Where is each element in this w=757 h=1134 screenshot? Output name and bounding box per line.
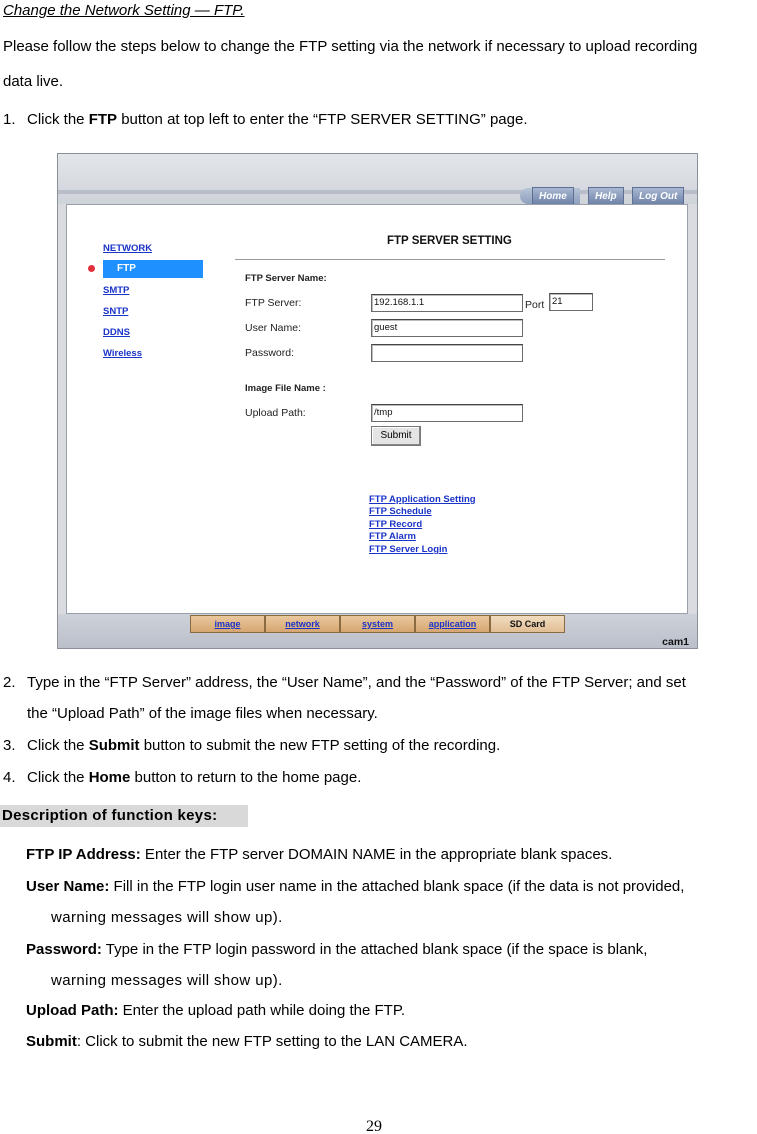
desc-password-cont: warning messages will show up). [51, 972, 283, 989]
section-heading: Change the Network Setting — FTP. [3, 2, 245, 19]
step-4: 4. Click the Home button to return to the home page. [3, 769, 362, 786]
label-upload-path: Upload Path: [245, 407, 306, 419]
step-2: 2. Type in the “FTP Server” address, the “User Name”, and the “Password” of the FTP Server; and set [3, 674, 686, 691]
nav-wireless[interactable]: Wireless [103, 348, 142, 359]
ftp-server-input[interactable]: 192.168.1.1 [371, 294, 523, 312]
section-server-name: FTP Server Name: [245, 273, 327, 284]
link-ftp-record[interactable]: FTP Record [369, 519, 423, 530]
desc-user-name-cont: warning messages will show up). [51, 909, 283, 926]
intro-line-2: data live. [3, 73, 64, 90]
nav-sntp[interactable]: SNTP [103, 306, 129, 317]
label-password: Password: [245, 347, 295, 359]
page-number: 29 [366, 1118, 382, 1134]
label-user-name: User Name: [245, 322, 302, 334]
tab-network[interactable]: network [265, 615, 340, 633]
link-ftp-schedule[interactable]: FTP Schedule [369, 506, 432, 517]
nav-smtp[interactable]: SMTP [103, 285, 130, 296]
step-2-cont: the “Upload Path” of the image files when necessary. [27, 705, 378, 722]
desc-ftp-ip: FTP IP Address: Enter the FTP server DOMAIN NAME in the appropriate blank spaces. [26, 846, 613, 863]
panel-title: FTP SERVER SETTING [387, 235, 512, 247]
tab-application[interactable]: application [415, 615, 490, 633]
tab-sd-card[interactable]: SD Card [490, 615, 565, 633]
step-3: 3. Click the Submit button to submit the new FTP setting of the recording. [3, 737, 501, 754]
description-title: Description of function keys: [0, 805, 248, 827]
tab-system[interactable]: system [340, 615, 415, 633]
camera-label: cam1 [662, 636, 689, 648]
top-bar [58, 154, 698, 204]
link-ftp-server-login[interactable]: FTP Server Login [369, 544, 448, 555]
desc-user-name: User Name: Fill in the FTP login user name in the attached blank space (if the data is not provided, [26, 878, 685, 895]
nav-ftp[interactable]: FTP [103, 260, 203, 278]
desc-upload-path: Upload Path: Enter the upload path while doing the FTP. [26, 1002, 406, 1019]
settings-panel [66, 204, 688, 614]
link-ftp-application-setting[interactable]: FTP Application Setting [369, 494, 476, 505]
section-image-file: Image File Name : [245, 383, 326, 394]
title-divider [235, 259, 665, 260]
home-button[interactable]: Home [532, 187, 574, 205]
link-ftp-alarm[interactable]: FTP Alarm [369, 531, 416, 542]
port-input[interactable]: 21 [549, 293, 593, 311]
submit-button[interactable]: Submit [371, 426, 421, 446]
label-port: Port [525, 299, 545, 311]
logout-button[interactable]: Log Out [632, 187, 684, 205]
desc-submit: Submit: Click to submit the new FTP setting to the LAN CAMERA. [26, 1033, 468, 1050]
desc-password: Password: Type in the FTP login password in the attached blank space (if the space is blank, [26, 941, 648, 958]
tab-image[interactable]: image [190, 615, 265, 633]
help-button[interactable]: Help [588, 187, 624, 205]
nav-network[interactable]: NETWORK [103, 243, 153, 254]
nav-ddns[interactable]: DDNS [103, 327, 130, 338]
bottom-bar [58, 614, 698, 649]
intro-line-1: Please follow the steps below to change the FTP setting via the network if necessary to upload recording [3, 38, 698, 55]
password-input[interactable] [371, 344, 523, 362]
user-name-input[interactable]: guest [371, 319, 523, 337]
step-1: 1. Click the FTP button at top left to enter the “FTP SERVER SETTING” page. [3, 111, 528, 128]
active-bullet-icon [88, 265, 95, 272]
ftp-settings-screenshot [57, 153, 698, 649]
label-ftp-server: FTP Server: [245, 297, 302, 309]
upload-path-input[interactable]: /tmp [371, 404, 523, 422]
